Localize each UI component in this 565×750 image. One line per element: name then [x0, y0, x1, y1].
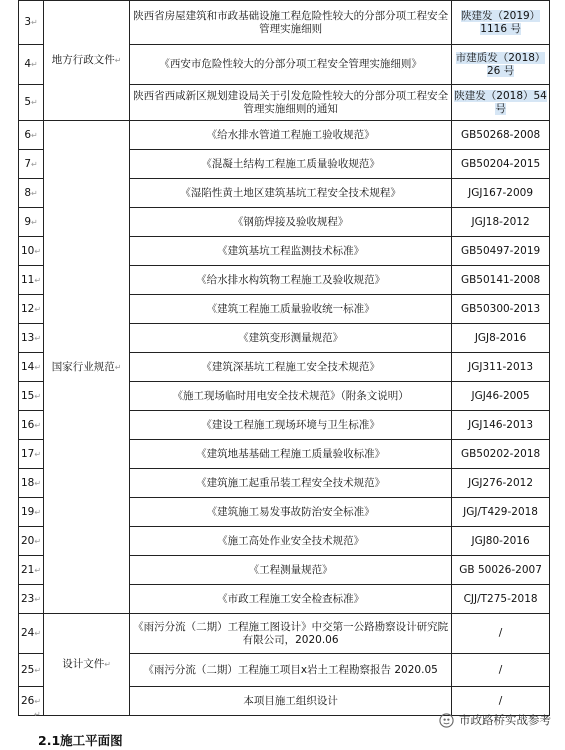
row-number: 6↵ — [19, 121, 44, 150]
document-name: 《雨污分流（二期）工程施工图设计》中交第一公路勘察设计研究院有限公司，2020.06 — [130, 614, 452, 654]
row-number: 26↵ — [19, 687, 44, 716]
row-number: 24↵ — [19, 614, 44, 654]
document-code: GB50204-2015 — [452, 150, 550, 179]
category-cell: 地方行政文件↵ — [44, 1, 130, 121]
document-code: / — [452, 654, 550, 687]
document-name: 《湿陷性黄土地区建筑基坑工程安全技术规程》 — [130, 179, 452, 208]
document-code: GB 50026-2007 — [452, 556, 550, 585]
document-code: 陕建发（2018）54 号 — [452, 85, 550, 121]
row-number: 15↵ — [19, 382, 44, 411]
document-code: CJJ/T275-2018 — [452, 585, 550, 614]
document-code: JGJ80-2016 — [452, 527, 550, 556]
row-number: 20↵ — [19, 527, 44, 556]
table-row — [19, 121, 550, 150]
section-heading: 2.1施工平面图 — [38, 733, 123, 748]
wechat-icon — [439, 713, 454, 728]
row-number: 16↵ — [19, 411, 44, 440]
document-code: GB50268-2008 — [452, 121, 550, 150]
document-name: 《工程测量规范》 — [130, 556, 452, 585]
document-name: 陕西省房屋建筑和市政基础设施工程危险性较大的分部分项工程安全管理实施细则 — [130, 1, 452, 45]
document-name: 《混凝土结构工程施工质量验收规范》 — [130, 150, 452, 179]
document-name: 《建筑基坑工程监测技术标准》 — [130, 237, 452, 266]
row-number: 12↵ — [19, 295, 44, 324]
row-number: 5↵ — [19, 85, 44, 121]
row-number: 4↵ — [19, 45, 44, 85]
document-name: 《西安市危险性较大的分部分项工程安全管理实施细则》 — [130, 45, 452, 85]
document-code: 陕建发（2019）1116 号 — [452, 1, 550, 45]
row-number: 9↵ — [19, 208, 44, 237]
document-name: 陕西省西咸新区规划建设局关于引发危险性较大的分部分项工程安全管理实施细则的通知 — [130, 85, 452, 121]
document-code: JGJ/T429-2018 — [452, 498, 550, 527]
document-code: GB50497-2019 — [452, 237, 550, 266]
document-code: JGJ46-2005 — [452, 382, 550, 411]
document-code: JGJ311-2013 — [452, 353, 550, 382]
row-number: 10↵ — [19, 237, 44, 266]
row-number: 19↵ — [19, 498, 44, 527]
category-cell: 国家行业规范↵ — [44, 121, 130, 614]
watermark-text: 市政路桥实战参考 — [459, 713, 551, 727]
table-row — [19, 614, 550, 654]
document-name: 《施工高处作业安全技术规范》 — [130, 527, 452, 556]
document-code: JGJ276-2012 — [452, 469, 550, 498]
row-number: 8↵ — [19, 179, 44, 208]
category-cell: 设计文件↵ — [44, 614, 130, 716]
document-code: GB50141-2008 — [452, 266, 550, 295]
document-code: JGJ167-2009 — [452, 179, 550, 208]
document-code: / — [452, 687, 550, 716]
row-number: 13↵ — [19, 324, 44, 353]
document-name: 《施工现场临时用电安全技术规范》（附条文说明） — [130, 382, 452, 411]
document-code: GB50202-2018 — [452, 440, 550, 469]
watermark — [439, 712, 551, 728]
document-name: 《建筑变形测量规范》 — [130, 324, 452, 353]
document-name: 《雨污分流（二期）工程施工项目ⅹ岩土工程勘察报告 2020.05 — [130, 654, 452, 687]
document-name: 《建筑施工易发事故防治安全标准》 — [130, 498, 452, 527]
row-number: 11↵ — [19, 266, 44, 295]
paragraph-mark: ↵ — [34, 710, 41, 719]
row-number: 17↵ — [19, 440, 44, 469]
document-name: 本项目施工组织设计 — [130, 687, 452, 716]
document-name: 《建设工程施工现场环境与卫生标准》 — [130, 411, 452, 440]
row-number: 21↵ — [19, 556, 44, 585]
document-code: 市建质发（2018）26 号 — [452, 45, 550, 85]
row-number: 7↵ — [19, 150, 44, 179]
document-code: JGJ18-2012 — [452, 208, 550, 237]
document-code: JGJ146-2013 — [452, 411, 550, 440]
document-name: 《给水排水管道工程施工验收规范》 — [130, 121, 452, 150]
document-name: 《建筑工程施工质量验收统一标准》 — [130, 295, 452, 324]
row-number: 23↵ — [19, 585, 44, 614]
document-code: GB50300-2013 — [452, 295, 550, 324]
row-number: 25↵ — [19, 654, 44, 687]
table-row — [19, 1, 550, 45]
row-number: 3↵ — [19, 1, 44, 45]
document-name: 《给水排水构筑物工程施工及验收规范》 — [130, 266, 452, 295]
document-name: 《钢筋焊接及验收规程》 — [130, 208, 452, 237]
document-name: 《建筑地基基础工程施工质量验收标准》 — [130, 440, 452, 469]
row-number: 14↵ — [19, 353, 44, 382]
document-code: / — [452, 614, 550, 654]
document-name: 《市政工程施工安全检查标准》 — [130, 585, 452, 614]
document-name: 《建筑深基坑工程施工安全技术规范》 — [130, 353, 452, 382]
document-name: 《建筑施工起重吊装工程安全技术规范》 — [130, 469, 452, 498]
regulations-table — [18, 0, 550, 716]
document-code: JGJ8-2016 — [452, 324, 550, 353]
row-number: 18↵ — [19, 469, 44, 498]
